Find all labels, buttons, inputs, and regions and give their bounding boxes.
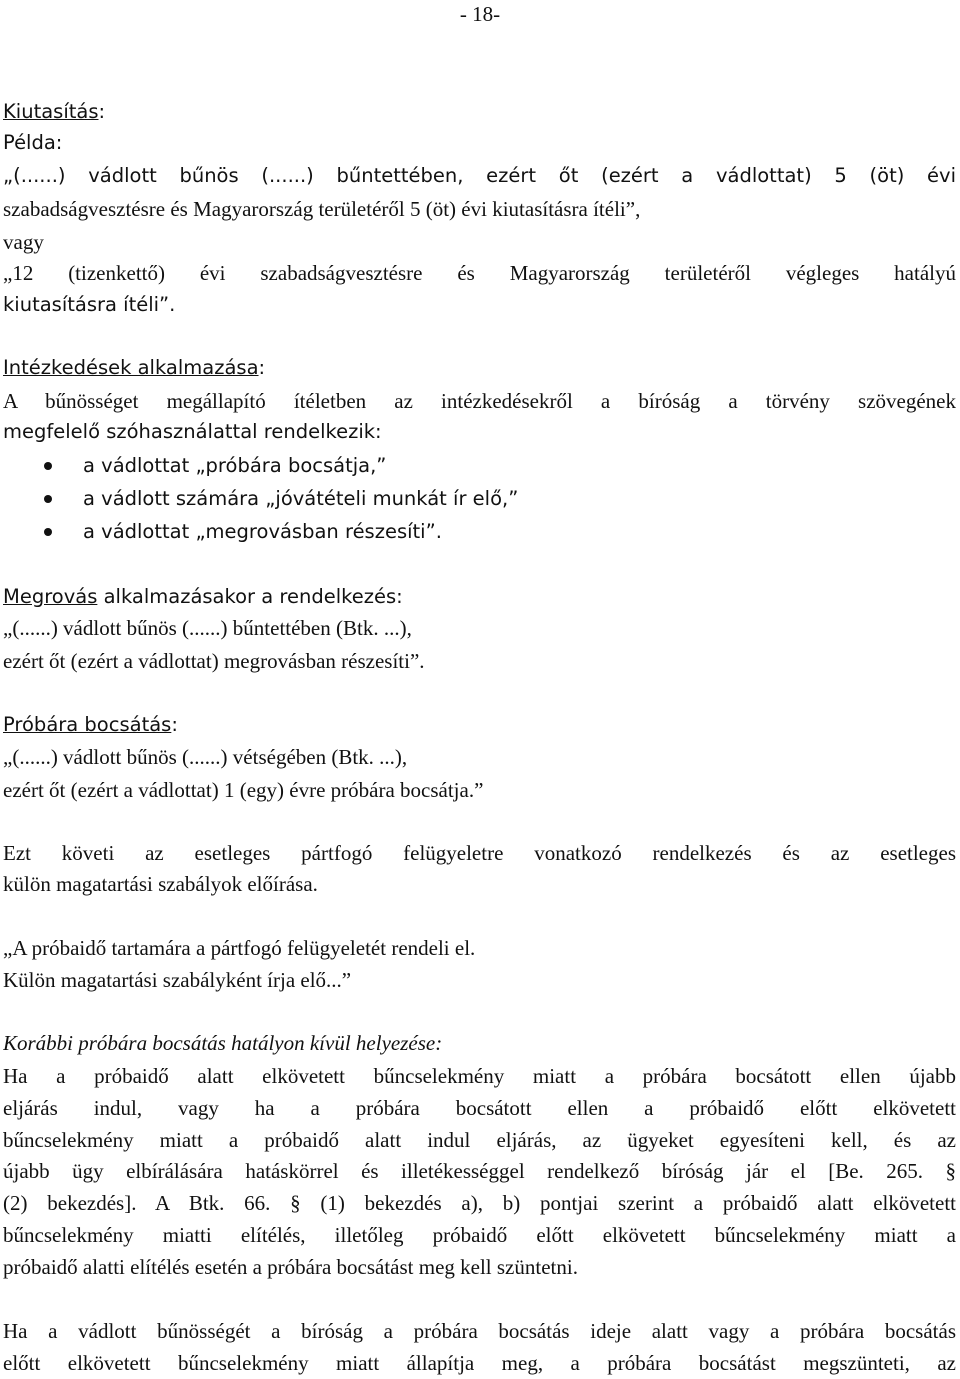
partfogo-line: Ezt követi az esetleges pártfogó felügyeletre vonatkozó rendelkezés és az esetleges [3,841,956,865]
kiutasitas-heading-text: Kiutasítás [3,100,99,123]
kiutasitas-heading [3,98,956,126]
korabbi-line: bűncselekmény miatti elítélés, illetőleg próbaidő előtt elkövetett bűncselekmény miatt a [3,1223,956,1247]
megrovas-line: ezért őt (ezért a vádlottat) megrovásban részesíti”. [3,649,425,673]
korabbi-line: bűncselekmény miatt a próbaidő alatt indul eljárás, az ügyeket egyesíteni kell, és az [3,1128,956,1152]
korabbi-line: újabb ügy elbírálására hatáskörrel és illetékességgel rendelkező bíróság jár el [Be. 265. § [3,1159,956,1183]
korabbi-line: Ha a próbaidő alatt elkövetett bűncselekmény miatt a próbára bocsátott ellen újabb [3,1064,956,1088]
bullet-item: a vádlott számára „jóvátételi munkát ír elő,” [83,487,519,510]
bullet-dot [44,528,52,536]
bullet-item: a vádlottat „próbára bocsátja,” [83,454,387,477]
kiutasitas-line: „12 (tizenkettő) évi szabadságvesztésre és Magyarország területéről végleges hatályú [3,261,956,285]
korabbi-line: (2) bekezdés]. A Btk. 66. § (1) bekezdés a), b) pontjai szerint a próbaidő alatt elkövetett [3,1191,956,1215]
intezkedesek-heading-text: Intézkedések alkalmazása [3,356,259,379]
kiutasitas-line: „(......) vádlott bűnös (......) bűntettében, ezért őt (ezért a vádlottat) 5 (öt) évi [3,164,956,187]
example-label: Példa: [3,131,63,154]
quote-line: Külön magatartási szabályként írja elő...” [3,968,352,992]
probara-heading-text: Próbára bocsátás [3,713,172,736]
probara-line: „(......) vádlott bűnös (......) vétségében (Btk. ...), [3,745,408,769]
megrovas-heading [3,583,956,611]
bullet-dot [44,495,52,503]
partfogo-line: külön magatartási szabályok előírása. [3,872,318,896]
kiutasitas-heading-colon: : [98,100,106,123]
bullet-dot [44,462,52,470]
intezkedesek-heading [3,354,956,382]
quote-line: „A próbaidő tartamára a pártfogó felügyeletét rendeli el. [3,936,476,960]
intezkedesek-line: megfelelő szóhasználattal rendelkezik: [3,420,382,443]
last-line: Ha a vádlott bűnösségét a bíróság a próbára bocsátás ideje alatt vagy a próbára bocsátás [3,1319,956,1343]
megrovas-heading-rest: alkalmazásakor a rendelkezés: [97,585,403,608]
kiutasitas-line: vagy [3,230,44,254]
probara-line: ezért őt (ezért a vádlottat) 1 (egy) évre próbára bocsátja.” [3,778,484,802]
korabbi-line: eljárás indul, vagy ha a próbára bocsátott ellen a próbaidő előtt elkövetett [3,1096,956,1120]
korabbi-line: próbaidő alatti elítélés esetén a próbára bocsátást meg kell szüntetni. [3,1255,578,1279]
megrovas-heading-underlined: Megrovás [3,585,98,608]
page-number: - 18- [459,2,501,26]
kiutasitas-line: kiutasításra ítéli”. [3,293,176,316]
kiutasitas-line: szabadságvesztésre és Magyarország területéről 5 (öt) évi kiutasításra ítéli”, [3,197,641,221]
korabbi-heading: Korábbi próbára bocsátás hatályon kívül helyezése: [3,1031,443,1055]
last-line: előtt elkövetett bűncselekmény miatt állapítja meg, a próbára bocsátást megszünteti, az [3,1351,956,1375]
intezkedesek-heading-colon: : [258,356,266,379]
probara-heading [3,711,956,739]
megrovas-line: „(......) vádlott bűnös (......) bűntettében (Btk. ...), [3,616,412,640]
intezkedesek-line: A bűnösséget megállapító ítéletben az intézkedésekről a bíróság a törvény szövegének [3,389,956,413]
bullet-item: a vádlottat „megrovásban részesíti”. [83,520,442,543]
probara-heading-colon: : [171,713,178,736]
